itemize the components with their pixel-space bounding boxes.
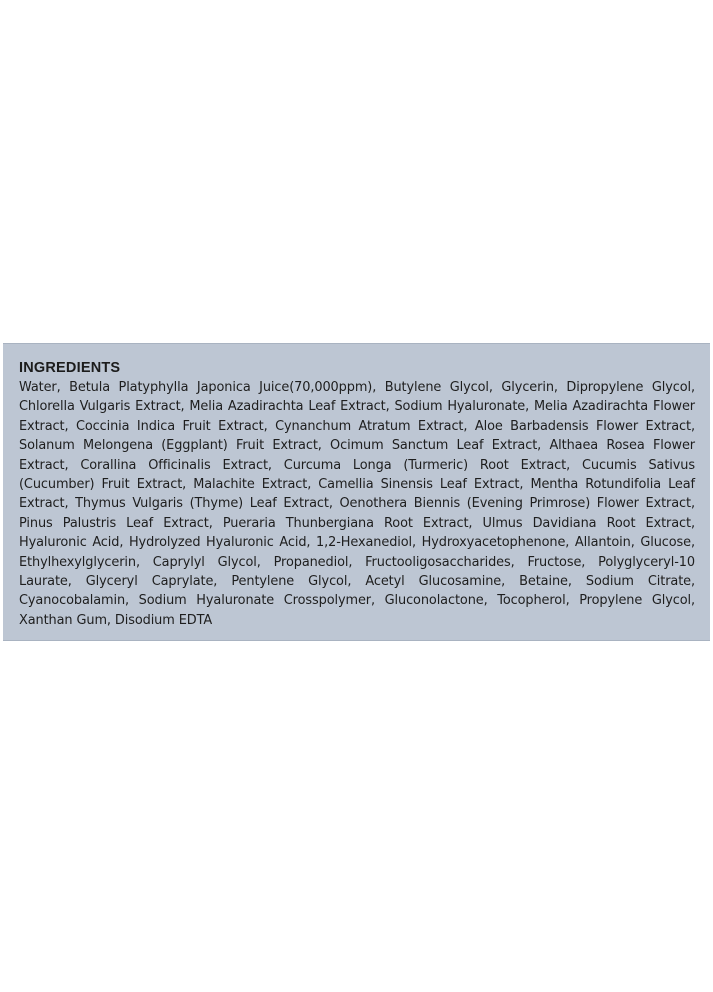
ingredients-heading: INGREDIENTS — [19, 360, 121, 376]
ingredients-panel — [3, 343, 710, 641]
ingredients-list: Water, Betula Platyphylla Japonica Juice(70,000ppm), Butylene Glycol, Glycerin, Dipropylene Glycol, Chlorella Vulgaris Extract, Melia Azadirachta Leaf Extract, Sodium Hyaluronate, Melia Azadirachta Flower Extract, Coccinia Indica Fruit Extract, Cynanchum Atratum Extract, Aloe Barbadensis Flower Extract, Solanum Melongena (Eggplant) Fruit Extract, Ocimum Sanctum Leaf Extract, Althaea Rosea Flower Extract, Corallina Officinalis Extract, Curcuma Longa (Turmeric) Root Extract, Cucumis Sativus (Cucumber) Fruit Extract, Malachite Extract, Camellia Sinensis Leaf Extract, Mentha Rotundifolia Leaf Extract, Thymus Vulgaris (Thyme) Leaf Extract, Oenothera Biennis (Evening Primrose) Flower Extract, Pinus Palustris Leaf Extract, Pueraria Thunbergiana Root Extract, Ulmus Davidiana Root Extract, Hyaluronic Acid, Hydrolyzed Hyaluronic Acid, 1,2-Hexanediol, Hydroxyacetophenone, Allantoin, Glucose, Ethylhexylglycerin, Caprylyl Glycol, Propanediol, Fructooligosaccharides, Fructose, Polyglyceryl-10 Laurate, Glyceryl Caprylate, Pentylene Glycol, Acetyl Glucosamine, Betaine, Sodium Citrate, Cyanocobalamin, Sodium Hyaluronate Crosspolymer, Gluconolactone, Tocopherol, Propylene Glycol, Xanthan Gum, Disodium EDTA — [19, 380, 695, 628]
